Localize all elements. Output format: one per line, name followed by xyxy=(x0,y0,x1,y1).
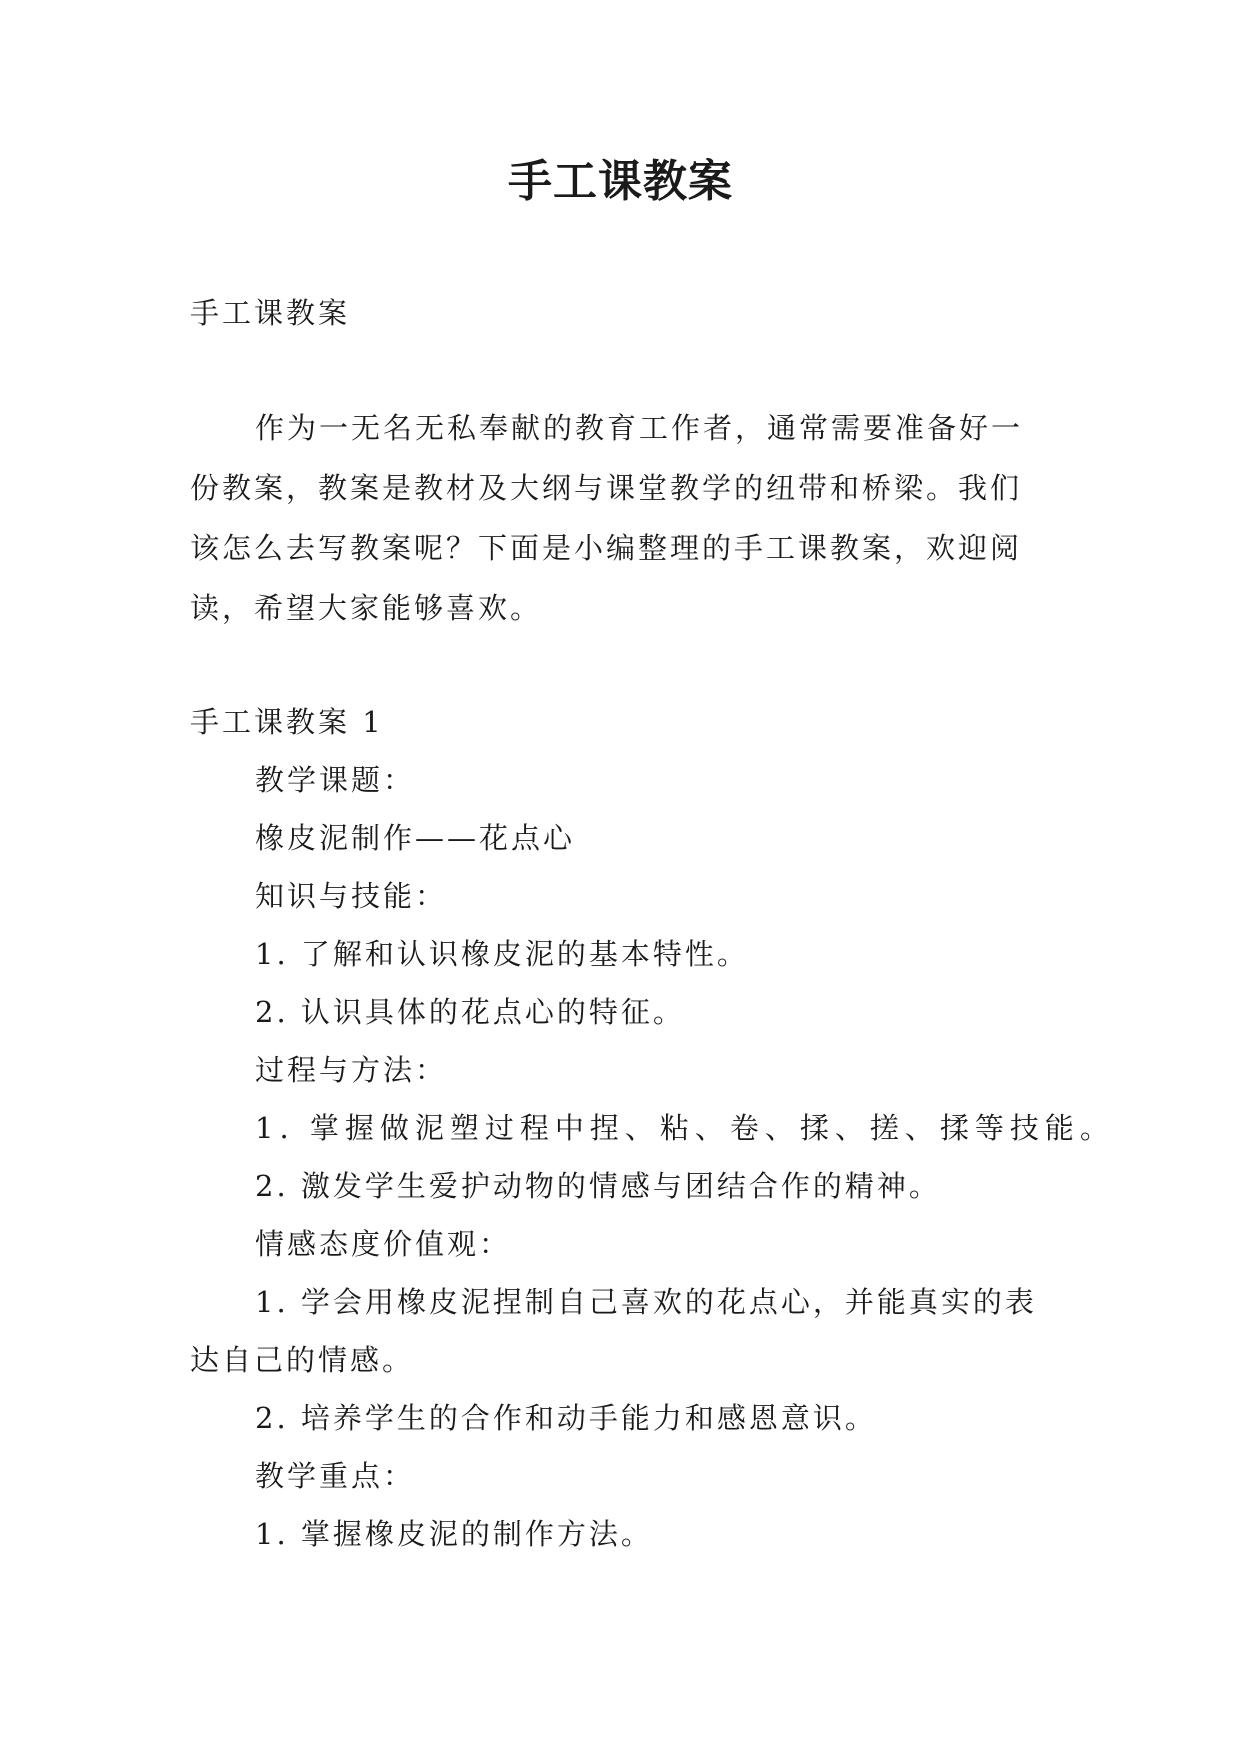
section-line: 橡皮泥制作——花点心 xyxy=(255,821,576,855)
intro-line: 份教案，教案是教材及大纲与课堂教学的纽带和桥梁。我们 xyxy=(190,471,1023,505)
section-line: 情感态度价值观： xyxy=(255,1227,512,1261)
section-line: 1. 了解和认识橡皮泥的基本特性。 xyxy=(255,937,749,971)
section-line: 过程与方法： xyxy=(255,1053,448,1087)
section-line: 教学重点： xyxy=(255,1459,416,1493)
document-subtitle: 手工课教案 xyxy=(190,296,351,330)
section-line: 1. 学会用橡皮泥捏制自己喜欢的花点心，并能真实的表 xyxy=(255,1285,1037,1319)
intro-line: 读，希望大家能够喜欢。 xyxy=(190,591,543,625)
section-line: 2. 激发学生爱护动物的情感与团结合作的精神。 xyxy=(255,1169,941,1203)
section-line: 1. 掌握橡皮泥的制作方法。 xyxy=(255,1517,653,1551)
section-line: 教学课题： xyxy=(255,763,416,797)
section-heading: 手工课教案 1 xyxy=(190,705,384,739)
section-line: 2. 认识具体的花点心的特征。 xyxy=(255,995,685,1029)
section-line: 1. 掌握做泥塑过程中捏、粘、卷、揉、搓、揉等技能。 xyxy=(255,1111,1115,1145)
intro-line: 作为一无名无私奉献的教育工作者，通常需要准备好一 xyxy=(255,411,1024,445)
section-line: 2. 培养学生的合作和动手能力和感恩意识。 xyxy=(255,1401,877,1435)
intro-line: 该怎么去写教案呢？下面是小编整理的手工课教案，欢迎阅 xyxy=(190,531,1023,565)
section-line: 知识与技能： xyxy=(255,879,448,913)
document-title: 手工课教案 xyxy=(508,156,733,207)
section-line: 达自己的情感。 xyxy=(190,1343,415,1377)
